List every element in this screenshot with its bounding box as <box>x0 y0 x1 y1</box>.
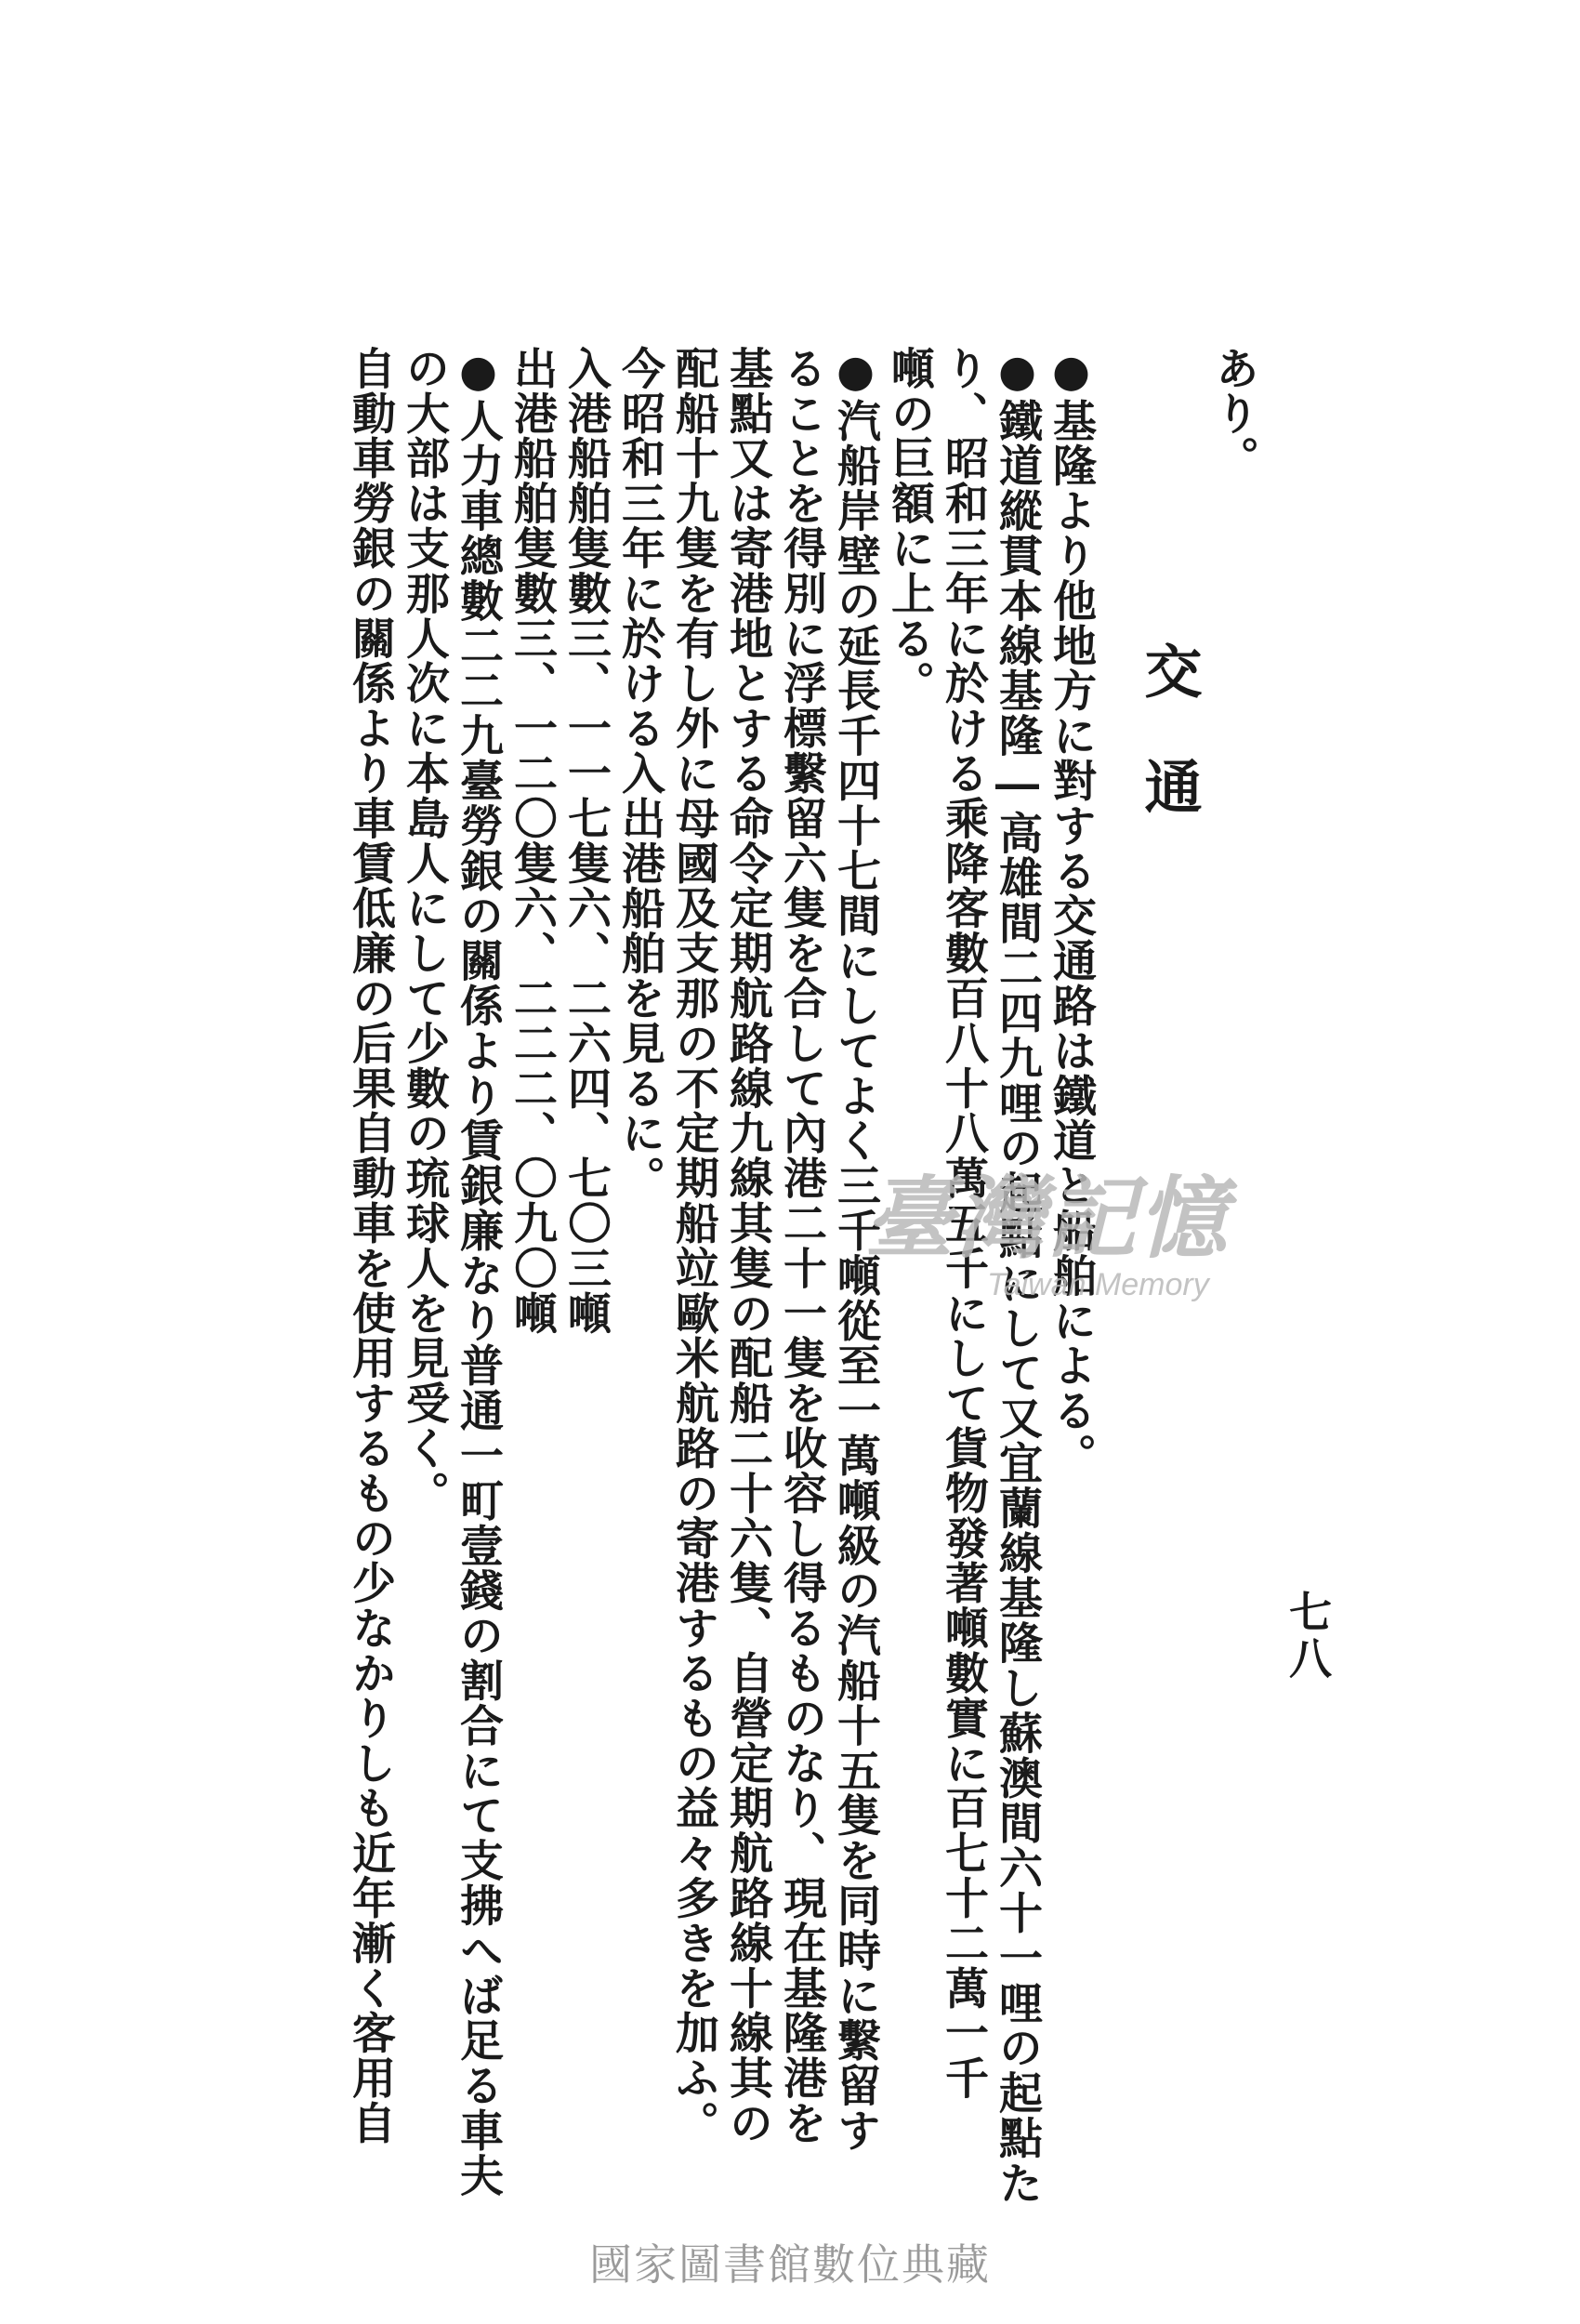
text-column: 配船十九隻を有し外に母國及支那の不定期船竝歐米航路の寄港するもの益々多きを加ふ。 <box>668 346 719 2146</box>
text-column: ●人力車總數二二九臺勞銀の關係より賃銀廉なり普通一町壹錢の割合にて支拂へば足る車夫 <box>453 346 504 2199</box>
page-number: 七八 <box>1283 1590 1333 1683</box>
text-column: 噸の巨額に上る。 <box>884 346 935 706</box>
footer-credit: 國家圖書館數位典藏 <box>589 2239 991 2290</box>
text-column: ることを得別に浮標繫留六隻を合して內港二十一隻を收容し得るものなり、現在基隆港を <box>776 346 827 2146</box>
text-column: り、昭和三年に於ける乘降客數百八十八萬五千にして貨物發著噸數實に百七十二萬一千 <box>938 346 989 2101</box>
text-column: ●汽船岸壁の延長千四十七間にしてよく三千噸從至一萬噸級の汽船十五隻を同時に繫留す <box>830 346 881 2153</box>
watermark-logo-text: 臺灣記憶 <box>864 1166 1229 1271</box>
text-column: 出港船舶隻數三、一二〇隻六、二二二、〇九〇噸 <box>507 346 558 1336</box>
text-column: あり。 <box>1208 346 1259 482</box>
watermark <box>864 1148 1264 1334</box>
text-column: 今昭和三年に於ける入出港船舶を見るに。 <box>614 346 665 1201</box>
text-column: 基點又は寄港地とする命令定期航路線九線其隻の配船二十六隻、自營定期航路線十線其の <box>722 346 773 2146</box>
text-column: の大部は支那人次に本島人にして少數の琉球人を見受く。 <box>399 346 450 1516</box>
text-column: ●基隆より他地方に對する交通路は鐵道と船舶による。 <box>1046 346 1097 1478</box>
text-column: ●鐵道縱貫本線基隆―高雄間二四九哩の起點にして又宜蘭線基隆し蘇澳間六十一哩の起點た <box>992 346 1043 2206</box>
section-heading: 交通 <box>1135 641 1203 872</box>
watermark-subtitle: Taiwan Memory <box>987 1267 1209 1302</box>
text-column: 自動車勞銀の關係より車賃低廉の后果自動車を使用するもの少なかりしも近年漸く客用自 <box>345 346 396 2146</box>
text-column: 入港船舶隻數三、一一七隻六、二六四、七〇三噸 <box>560 346 612 1336</box>
